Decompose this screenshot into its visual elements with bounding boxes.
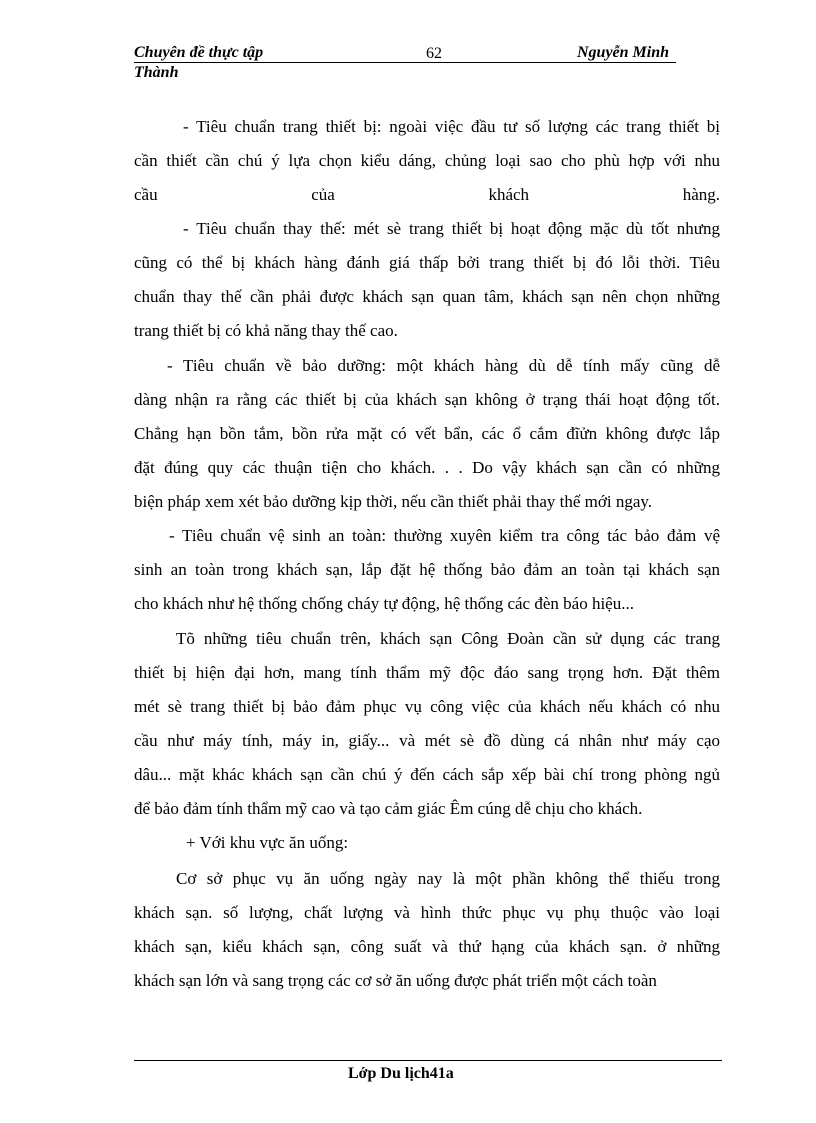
body-line: Cơ sở phục vụ ăn uống ngày nay là một phần không thể thiếu trong [176, 869, 720, 888]
header-title: Chuyên đề thực tập [134, 44, 264, 61]
body-line: cũng có thể bị khách hàng đánh giá thấp bởi trang thiết bị đó lỗi thời. Tiêu [134, 253, 720, 272]
body-line: cầu như máy tính, máy in, giấy... và mét sè đồ dùng cá nhân như máy cạo [134, 731, 720, 750]
body-line: - Tiêu chuẩn trang thiết bị: ngoài việc đầu tư số lượng các trang thiết bị [183, 117, 720, 136]
body-line: để bảo đảm tính thẩm mỹ cao và tạo cảm giác Êm cúng dễ chịu cho khách. [134, 799, 643, 818]
body-line: biện pháp xem xét bảo dưỡng kịp thời, nếu cần thiết phải thay thế mới ngay. [134, 492, 653, 511]
body-line: - Tiêu chuẩn thay thế: mét sè trang thiết bị hoạt động mặc dù tốt nhưng [183, 219, 720, 238]
body-line: cầu của khách hàng. [134, 185, 720, 204]
footer-divider [134, 1060, 722, 1061]
page-number: 62 [426, 45, 442, 62]
footer-class-label: Lớp Du lịch41a [348, 1065, 454, 1082]
body-line: dâu... mặt khác khách sạn cần chú ý đến cách sắp xếp bài chí trong phòng ngủ [134, 765, 720, 784]
body-line: khách sạn, kiểu khách sạn, công suất và thứ hạng của khách sạn. ở những [134, 937, 720, 956]
body-line: - Tiêu chuẩn vệ sinh an toàn: thường xuyên kiểm tra công tác bảo đảm vệ [169, 526, 720, 545]
body-line: dàng nhận ra rằng các thiết bị của khách sạn không ở trạng thái hoạt động tốt. [134, 390, 720, 409]
body-line: Tõ những tiêu chuẩn trên, khách sạn Công Đoàn cần sử dụng các trang [176, 629, 720, 648]
body-line: cần thiết cần chú ý lựa chọn kiểu dáng, chủng loại sao cho phù hợp với nhu [134, 151, 720, 170]
header-author-continued: Thành [134, 64, 179, 81]
body-line: thiết bị hiện đại hơn, mang tính thẩm mỹ độc đáo sang trọng hơn. Đặt thêm [134, 663, 720, 682]
body-line: cho khách như hệ thống chống cháy tự động, hệ thống các đèn báo hiệu... [134, 594, 634, 613]
body-line: khách sạn lớn và sang trọng các cơ sở ăn uống được phát triển một cách toàn [134, 971, 657, 990]
body-line: mét sè trang thiết bị bảo đảm phục vụ công việc của khách nếu khách có nhu [134, 697, 720, 716]
body-line: trang thiết bị có khả năng thay thế cao. [134, 321, 398, 340]
body-line: đặt đúng quy các thuận tiện cho khách. . . Do vậy khách sạn cần có những [134, 458, 720, 477]
header-author: Nguyễn Minh [577, 44, 670, 61]
body-line: + Với khu vực ăn uống: [186, 833, 349, 852]
body-line: - Tiêu chuẩn về bảo dưỡng: một khách hàng dù dễ tính mấy cũng dễ [167, 356, 720, 375]
header-divider [134, 62, 676, 63]
body-line: Chẳng hạn bồn tắm, bồn rửa mặt có vết bẩn, các ổ cắm đĩửn không được lắp [134, 424, 720, 443]
body-line: sinh an toàn trong khách sạn, lắp đặt hệ thống bảo đảm an toàn tại khách sạn [134, 560, 720, 579]
body-line: khách sạn. số lượng, chất lượng và hình thức phục vụ phụ thuộc vào loại [134, 903, 720, 922]
body-line: chuẩn thay thế cần phải được khách sạn quan tâm, khách sạn nên chọn những [134, 287, 720, 306]
